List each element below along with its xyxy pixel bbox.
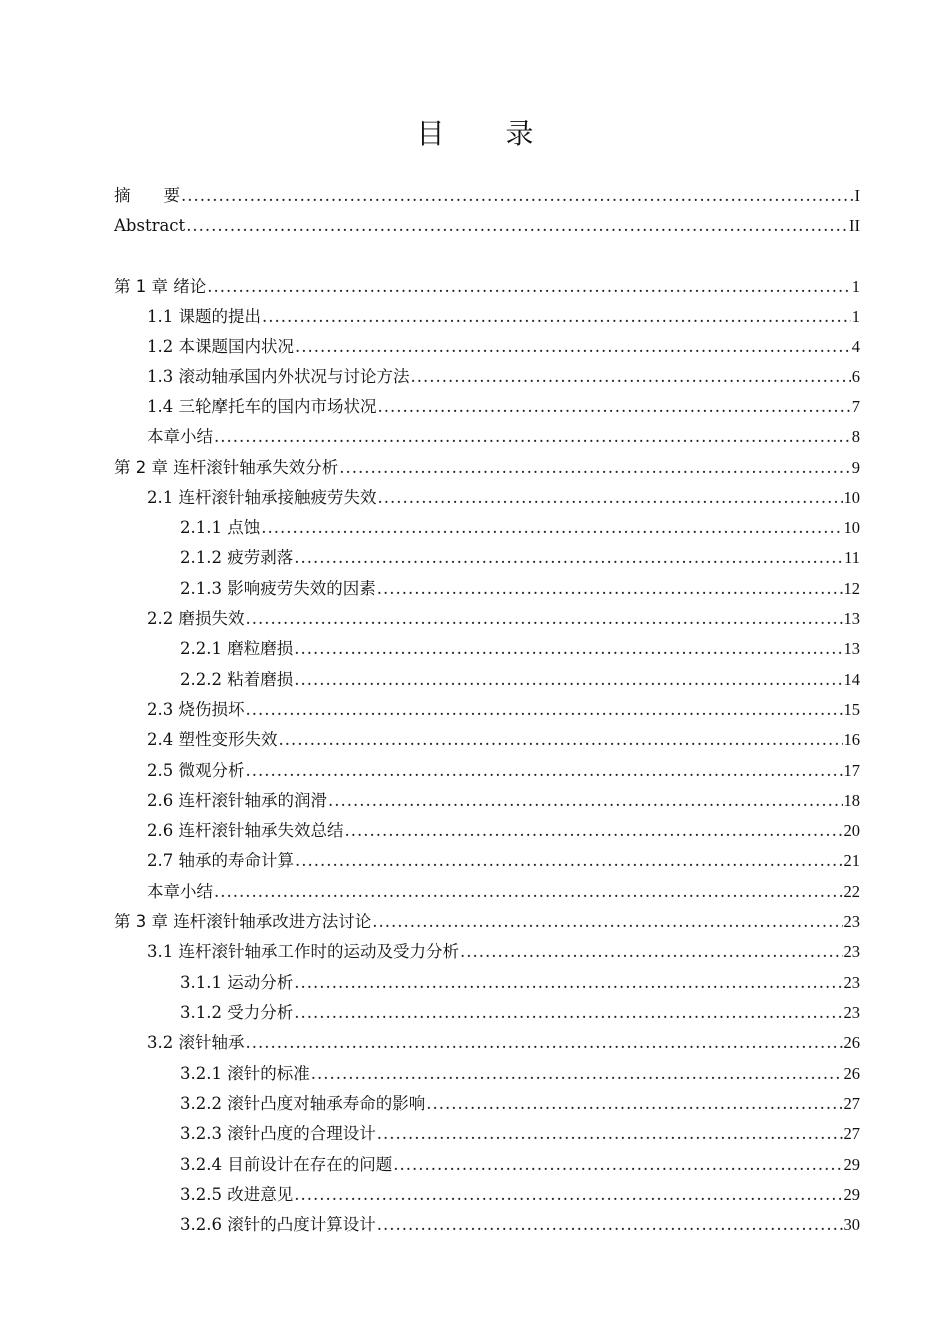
toc-entry [180,670,860,690]
dot-leader [426,1094,842,1114]
toc-entry-label: 本章小结 [147,882,213,901]
dot-leader [294,1003,842,1023]
toc-entry-label: 第 1 章 绪论 [114,277,207,296]
toc-entry-label: 第 2 章 连杆滚针轴承失效分析 [114,458,339,477]
toc-entry-label: 2.6 连杆滚针轴承失效总结 [147,821,344,840]
toc-entry-label: 2.2.1 磨粒磨损 [180,639,294,658]
toc-entry-page: 13 [843,639,860,658]
toc-entry-page: 13 [843,609,860,628]
toc-entry-label: 2.1.1 点蚀 [180,518,261,537]
toc-entry-page: 26 [843,1064,860,1083]
toc-entry-label: 3.1.2 受力分析 [180,1003,294,1022]
toc-entry [147,821,860,841]
toc-entry-page: 23 [843,912,860,931]
toc-entry-page: I [854,186,860,205]
toc-entry-page: 4 [851,337,860,356]
toc-entry [147,367,860,387]
toc-entry-page: 29 [843,1155,860,1174]
toc-entry [180,973,860,993]
toc-entry-page: 11 [844,548,860,567]
toc-entry-page: 9 [851,458,860,477]
toc-entry [147,882,860,902]
toc-entry-page: 29 [843,1185,860,1204]
toc-entry-page: 6 [851,367,860,386]
toc-entry [147,397,860,417]
toc-entry [147,700,860,720]
toc-entry-label: 3.2.6 滚针的凸度计算设计 [180,1215,376,1234]
toc-entry [180,579,860,599]
toc-entry [147,609,860,629]
toc-entry-label: 2.2 磨损失效 [147,609,245,628]
toc-entry-page: 14 [843,670,860,689]
toc-entry [180,1215,860,1235]
toc-entry-page: 26 [843,1033,860,1052]
dot-leader [378,488,843,508]
dot-leader [207,277,851,297]
toc-entry-label: 3.1.1 运动分析 [180,973,294,992]
toc-entry-page: 27 [843,1124,860,1143]
toc-entry-page: 23 [843,973,860,992]
toc-chapter-entry [114,458,860,478]
toc-entry-label: 1.3 滚动轴承国内外状况与讨论方法 [147,367,410,386]
toc-entry-page: 27 [843,1094,860,1113]
toc-entry-label: 2.6 连杆滚针轴承的润滑 [147,791,327,810]
toc-entry-label: 3.1 连杆滚针轴承工作时的运动及受力分析 [147,942,459,961]
toc-entry-page: 1 [851,307,860,326]
dot-leader [246,609,843,629]
toc-entry [147,1033,860,1053]
toc-entry-label: 2.1 连杆滚针轴承接触疲劳失效 [147,488,377,507]
toc-entry-page: 10 [843,518,860,537]
dot-leader [294,670,842,690]
toc-entry-page: 10 [843,488,860,507]
toc-entry [147,337,860,357]
toc-entry-page: 7 [851,397,860,416]
dot-leader [214,882,843,902]
toc-entry [147,730,860,750]
dot-leader [295,337,851,357]
dot-leader [377,1124,843,1144]
toc-entry-page: II [849,216,860,235]
toc-entry [180,1155,860,1175]
toc-entry-page: 21 [843,851,860,870]
toc-entry-page: 16 [843,730,860,749]
toc-entry-page: 1 [851,277,860,296]
dot-leader [378,397,851,417]
dot-leader [339,458,851,478]
dot-leader [393,1155,842,1175]
toc-entry-page: 22 [843,882,860,901]
dot-leader [294,973,842,993]
toc-entry [180,1064,860,1084]
dot-leader [181,186,854,206]
dot-leader [411,367,851,387]
dot-leader [377,579,843,599]
toc-entry [180,1094,860,1114]
toc-entry-label: 1.1 课题的提出 [147,307,261,326]
toc-entry-page: 23 [843,1003,860,1022]
toc-entry-page: 15 [843,700,860,719]
dot-leader [279,730,843,750]
toc-entry-label: Abstract [114,216,186,235]
dot-leader [294,639,842,659]
dot-leader [246,700,843,720]
toc-entry [114,186,860,206]
toc-entry [147,427,860,447]
dot-leader [214,427,851,447]
toc-chapter-entry [114,912,860,932]
toc-entry [180,1124,860,1144]
dot-leader [328,791,843,811]
dot-leader [294,1185,842,1205]
toc-entry-label: 3.2.5 改进意见 [180,1185,294,1204]
toc-entry-page: 20 [843,821,860,840]
page-title: 目 录 [416,117,560,150]
dot-leader [246,1033,843,1053]
toc-entry [180,1003,860,1023]
dot-leader [372,912,842,932]
dot-leader [246,761,843,781]
toc-entry [147,942,860,962]
toc-entry-label: 2.4 塑性变形失效 [147,730,278,749]
toc-entry-page: 30 [843,1215,860,1234]
toc-entry-label: 2.1.2 疲劳剥落 [180,548,294,567]
toc-entry [147,761,860,781]
dot-leader [295,851,843,871]
toc-entry-label: 1.2 本课题国内状况 [147,337,294,356]
dot-leader [294,548,843,568]
toc-entry [114,216,860,236]
toc-chapter-entry [114,277,860,297]
toc-entry-page: 8 [851,427,860,446]
toc-entry [147,307,860,327]
toc-entry [180,1185,860,1205]
dot-leader [262,307,851,327]
toc-entry [180,639,860,659]
toc-entry-label: 摘 要 [114,186,180,205]
dot-leader [377,1215,843,1235]
toc-entry [147,851,860,871]
toc-entry-page: 17 [843,761,860,780]
toc-entry-label: 3.2 滚针轴承 [147,1033,245,1052]
toc-entry-label: 2.3 烧伤损坏 [147,700,245,719]
dot-leader [186,216,848,236]
toc-entry [147,488,860,508]
toc-entry-label: 3.2.2 滚针凸度对轴承寿命的影响 [180,1094,426,1113]
toc-entry-label: 第 3 章 连杆滚针轴承改进方法讨论 [114,912,372,931]
dot-leader [460,942,843,962]
toc-entry [180,548,860,568]
dot-leader [345,821,843,841]
toc-entry-label: 3.2.4 目前设计在存在的问题 [180,1155,393,1174]
toc-entry-label: 2.1.3 影响疲劳失效的因素 [180,579,376,598]
toc-entry-page: 12 [843,579,860,598]
toc-entry-page: 18 [843,791,860,810]
dot-leader [261,518,842,538]
toc-entry-label: 2.5 微观分析 [147,761,245,780]
dot-leader [311,1064,843,1084]
toc-entry-label: 1.4 三轮摩托车的国内市场状况 [147,397,377,416]
toc-entry-label: 3.2.3 滚针凸度的合理设计 [180,1124,376,1143]
toc-entry-label: 2.7 轴承的寿命计算 [147,851,294,870]
toc-entry-page: 23 [843,942,860,961]
toc-entry [180,518,860,538]
toc-entry-label: 3.2.1 滚针的标准 [180,1064,310,1083]
toc-entry [147,791,860,811]
toc-entry-label: 2.2.2 粘着磨损 [180,670,294,689]
toc-entry-label: 本章小结 [147,427,213,446]
